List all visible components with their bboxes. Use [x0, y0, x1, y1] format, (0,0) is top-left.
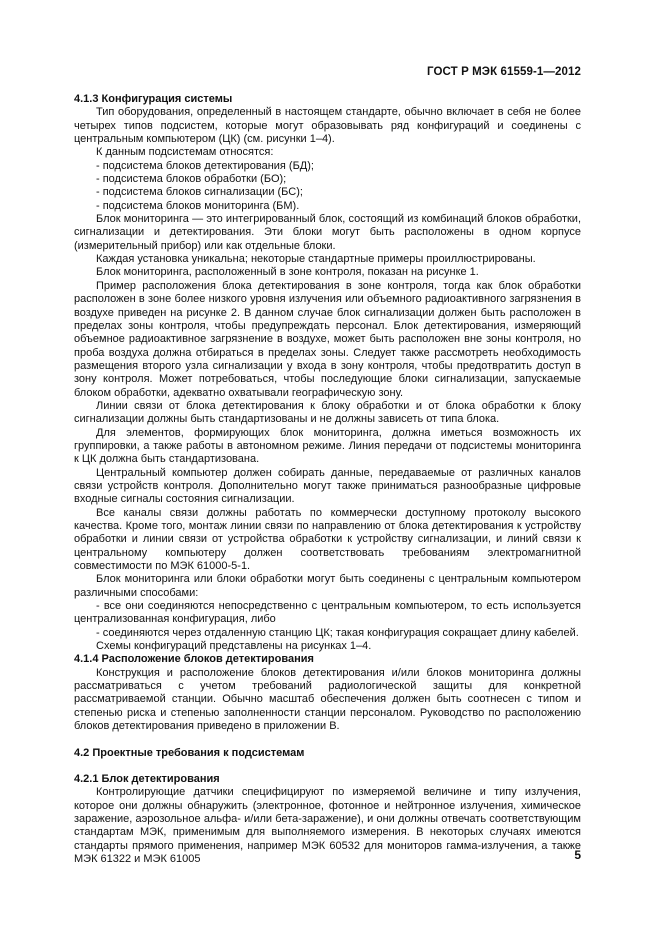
paragraph: Конструкция и расположение блоков детектирования и/или блоков мониторинга должны рассматриваться с учетом требований радиологической защиты для конкретной рассматриваемой станции. Обычно масштаб обеспечения должен быть соотнесен с типом и степенью риска и степенью заполненности станции персоналом. Руководство по расположению блоков детектирования приведено в приложении В. [74, 666, 581, 733]
spacer [74, 734, 581, 747]
paragraph: Тип оборудования, определенный в настоящем стандарте, обычно включает в себя не более четырех типов подсистем, которые могут образовывать ряд конфигураций и соединены с центральным компьютером (ЦК) (см. рисунки 1–4). [74, 106, 581, 146]
paragraph: Каждая установка уникальна; некоторые стандартные примеры проиллюстрированы. [96, 253, 536, 266]
section-heading: 4.2 Проектные требования к подсистемам [74, 746, 305, 759]
section-heading: 4.2.1 Блок детектирования [74, 772, 220, 785]
paragraph: Блок мониторинга, расположенный в зоне контроля, показан на рисунке 1. [96, 266, 479, 279]
paragraph: Линии связи от блока детектирования к блоку обработки и от блока обработки к блоку сигнализации должны быть стандартизованы и не должны зависеть от типа блока. [74, 399, 581, 426]
paragraph: Блок мониторинга или блоки обработки могут быть соединены с центральным компьютером различными способами: [74, 573, 581, 599]
paragraph: Для элементов, формирующих блок мониторинга, должна иметься возможность их группировки, а также работы в автономном режиме. Линия передачи от подсистемы мониторинга к ЦК должна быть стандартизована. [74, 426, 581, 466]
paragraph: К данным подсистемам относятся: [96, 146, 274, 159]
paragraph: Контролирующие датчики специфицируют по измеряемой величине и типу излучения, которое они должны обнаружить (электронное, фотонное и нейтронное излучения, химическое заражение, аэрозольное альфа- и/или бета-заражение), и они должны отвечать соответствующим стандартам МЭК, применимым для выполняемого измерения. В некоторых случаях имеются стандарты прямого применения, например МЭК 60532 для мониторов гамма-излучения, а также МЭК 61322 и МЭК 61005 [74, 786, 581, 865]
paragraph: Пример расположения блока детектирования в зоне контроля, тогда как блок обработки расположен в зоне более низкого уровня излучения или объемного радиоактивного загрязнения в воздухе приведен на рисунке 2. В данном случае блок сигнализации должен быть расположен в пределах зоны контроля, чтобы предупреждать персонал. Блок детектирования, измеряющий объемное радиоактивное загрязнение в воздухе, может быть расположен вне зоны контроля, но проба воздуха должна отбираться в пределах зоны. Следует также рассмотреть необходимость размещения второго узла сигнализации у входа в зону контроля, чтобы предотвратить доступ в зону контроля. Может потребоваться, чтобы последующие блоки сигнализации, запускаемые блоком обработки, адекватно охватывали географическую зону. [74, 279, 581, 399]
paragraph: Схемы конфигураций представлены на рисунках 1–4. [96, 640, 372, 653]
section-heading: 4.1.4 Расположение блоков детектирования [74, 653, 314, 666]
paragraph: - подсистема блоков детектирования (БД); [96, 159, 314, 172]
paragraph: Центральный компьютер должен собирать данные, передаваемые от различных каналов связи устройств контроля. Дополнительно могут также приниматься разнообразные цифровые входные сигналы состояния сигнализации. [74, 466, 581, 506]
spacer [74, 760, 581, 773]
paragraph: Блок мониторинга — это интегрированный блок, состоящий из комбинаций блоков обработки, сигнализации и детектирования. Эти блоки могут быть расположены в одном корпусе (измерительный прибор) или как отдельные блоки. [74, 213, 581, 252]
section-heading: 4.1.3 Конфигурация системы [74, 93, 233, 105]
page-number: 5 [574, 848, 581, 862]
paragraph: - подсистема блоков обработки (БО); [96, 173, 287, 186]
paragraph: - все они соединяются непосредственно с центральным компьютером, то есть используется централизованная конфигурация, либо [74, 600, 581, 626]
paragraph: Все каналы связи должны работать по коммерчески доступному протоколу высокого качества. Кроме того, монтаж линии связи по направлению от блока детектирования к устройству обработки и линии связи от устройства обработки к устройству сигнализации, и линий связи к центральному компьютеру должен соответствовать требованиям электромагнитной совместимости по МЭК 61000-5-1. [74, 506, 581, 573]
standard-header: ГОСТ Р МЭК 61559-1—2012 [427, 66, 581, 78]
paragraph: - соединяются через отдаленную станцию ЦК; такая конфигурация сокращает длину кабелей. [96, 626, 579, 639]
document-body [74, 93, 581, 866]
paragraph: - подсистема блоков сигнализации (БС); [96, 186, 303, 199]
paragraph: - подсистема блоков мониторинга (БМ). [96, 199, 300, 212]
